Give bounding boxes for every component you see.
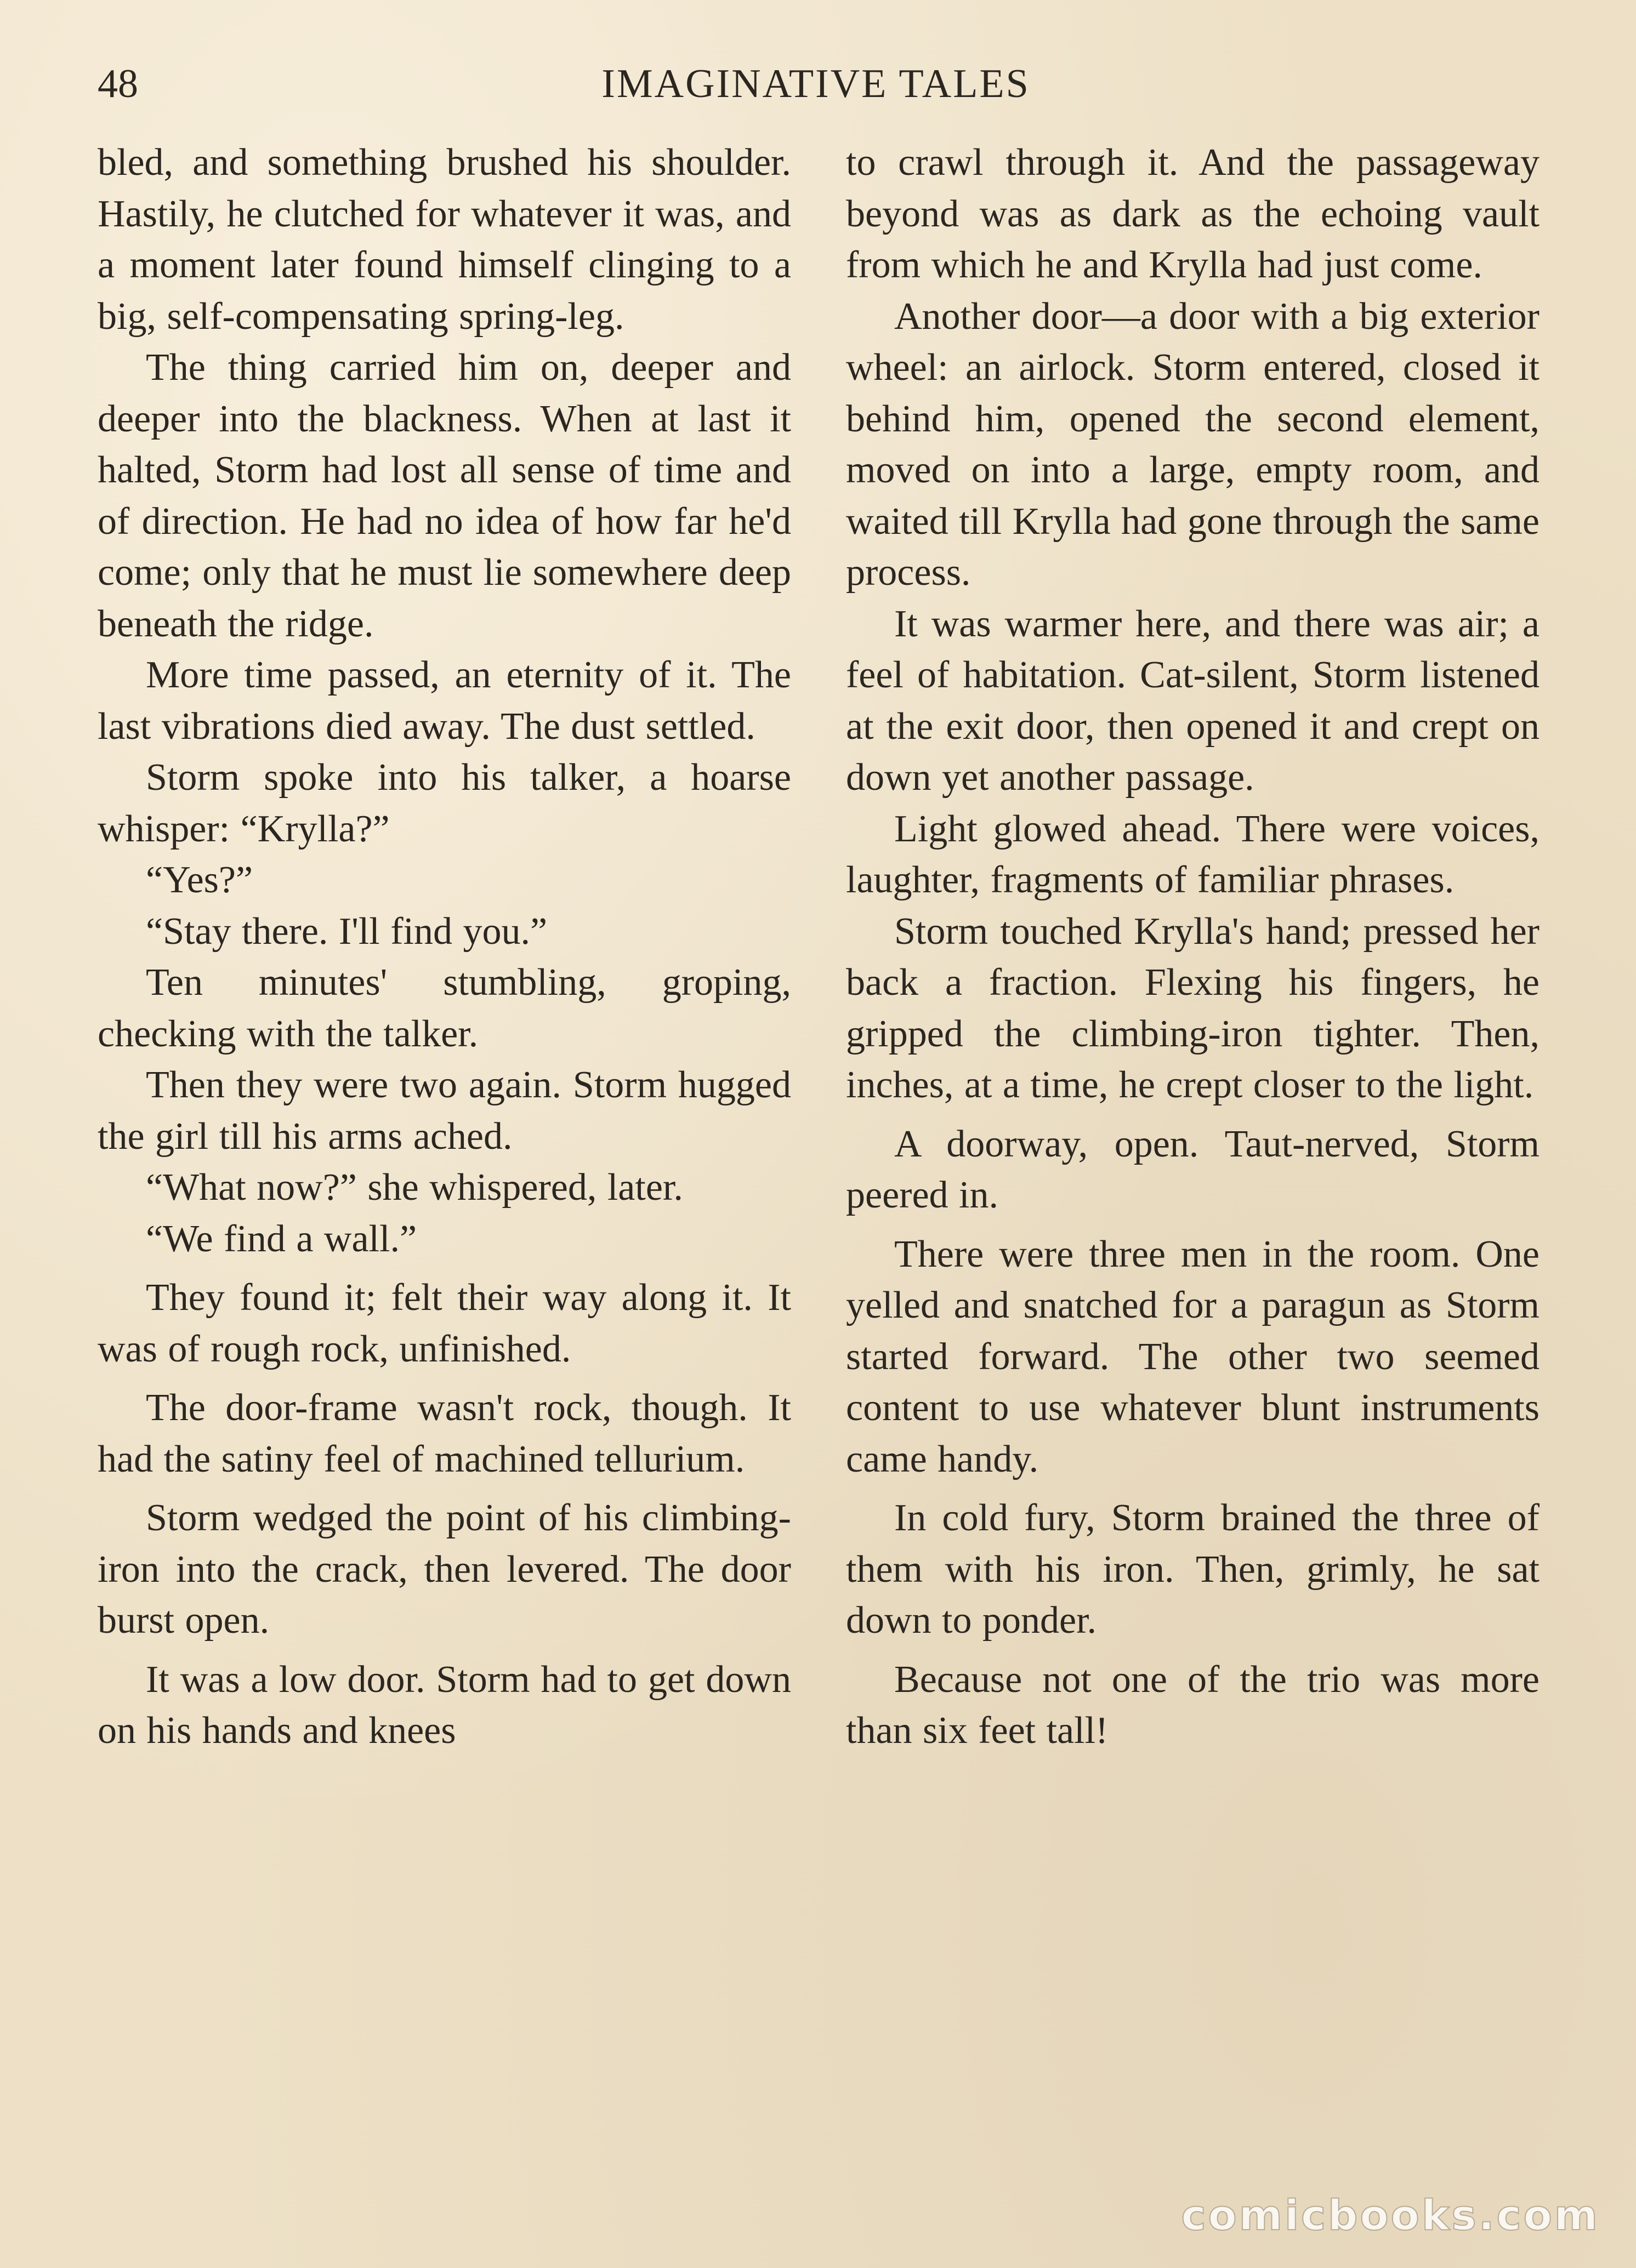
watermark-logo: comicbooks.com [1181,2191,1600,2239]
paragraph: “Yes?” [146,859,253,901]
paragraph: They found it; felt their way along it. It was of rough rock, unfinished. [98,1277,791,1370]
paragraph: Storm wedged the point of his climbing-iron into the crack, then levered. The door burst open. [98,1497,791,1642]
paragraph: Another door—a door with a big exterior wheel: an airlock. Storm entered, closed it behind him, opened the second element, moved on into a large, empty room, and waited till Krylla had gone through the same process. [846,295,1540,594]
paragraph: More time passed, an eternity of it. The last vibrations died away. The dust settled. [98,654,791,748]
paragraph: Because not one of the trio was more than six feet tall! [846,1658,1540,1752]
paragraph: In cold fury, Storm brained the three of them with his iron. Then, grimly, he sat down to ponder. [846,1497,1540,1642]
paragraph: It was a low door. Storm had to get down on his hands and knees [98,1658,791,1752]
paragraph: to crawl through it. And the passageway beyond was as dark as the echoing vault from which he and Krylla had just come. [846,141,1540,286]
paragraph: “Stay there. I'll find you.” [146,910,548,953]
paragraph: Ten minutes' stumbling, groping, checking with the talker. [98,961,791,1055]
paragraph: The thing carried him on, deeper and deeper into the blackness. When at last it halted, Storm had lost all sense of time and of direction. He had no idea of how far he'd come; only that he must lie somewhere deep beneath the ridge. [98,346,791,645]
paragraph: bled, and something brushed his shoulder. Hastily, he clutched for whatever it was, and a moment later found himself clinging to a big, self-compensating spring-leg. [98,141,791,338]
paragraph: Light glowed ahead. There were voices, laughter, fragments of familiar phrases. [846,807,1540,901]
right-column [846,137,1540,1757]
page-number: 48 [98,61,138,106]
paragraph: “We find a wall.” [146,1217,417,1260]
paragraph: Storm touched Krylla's hand; pressed her back a fraction. Flexing his fingers, he gripped the climbing-iron tighter. Then, inches, at a time, he crept closer to the light. [846,910,1540,1106]
paragraph: “What now?” she whispered, later. [146,1166,683,1209]
running-title: IMAGINATIVE TALES [601,61,1030,106]
page-header [98,59,1534,109]
paragraph: It was warmer here, and there was air; a feel of habitation. Cat-silent, Storm listened at the exit door, then opened it and crept on down yet another passage. [846,602,1540,799]
paragraph: A doorway, open. Taut-nerved, Storm peered in. [846,1122,1540,1216]
paragraph: Then they were two again. Storm hugged the girl till his arms ached. [98,1064,791,1158]
paragraph: There were three men in the room. One yelled and snatched for a paragun as Storm started forward. The other two seemed content to use whatever blunt instruments came handy. [846,1233,1540,1480]
paragraph: Storm spoke into his talker, a hoarse whisper: “Krylla?” [98,756,791,850]
paragraph: The door-frame wasn't rock, though. It had the satiny feel of machined tellurium. [98,1387,791,1480]
left-column [98,137,791,1757]
